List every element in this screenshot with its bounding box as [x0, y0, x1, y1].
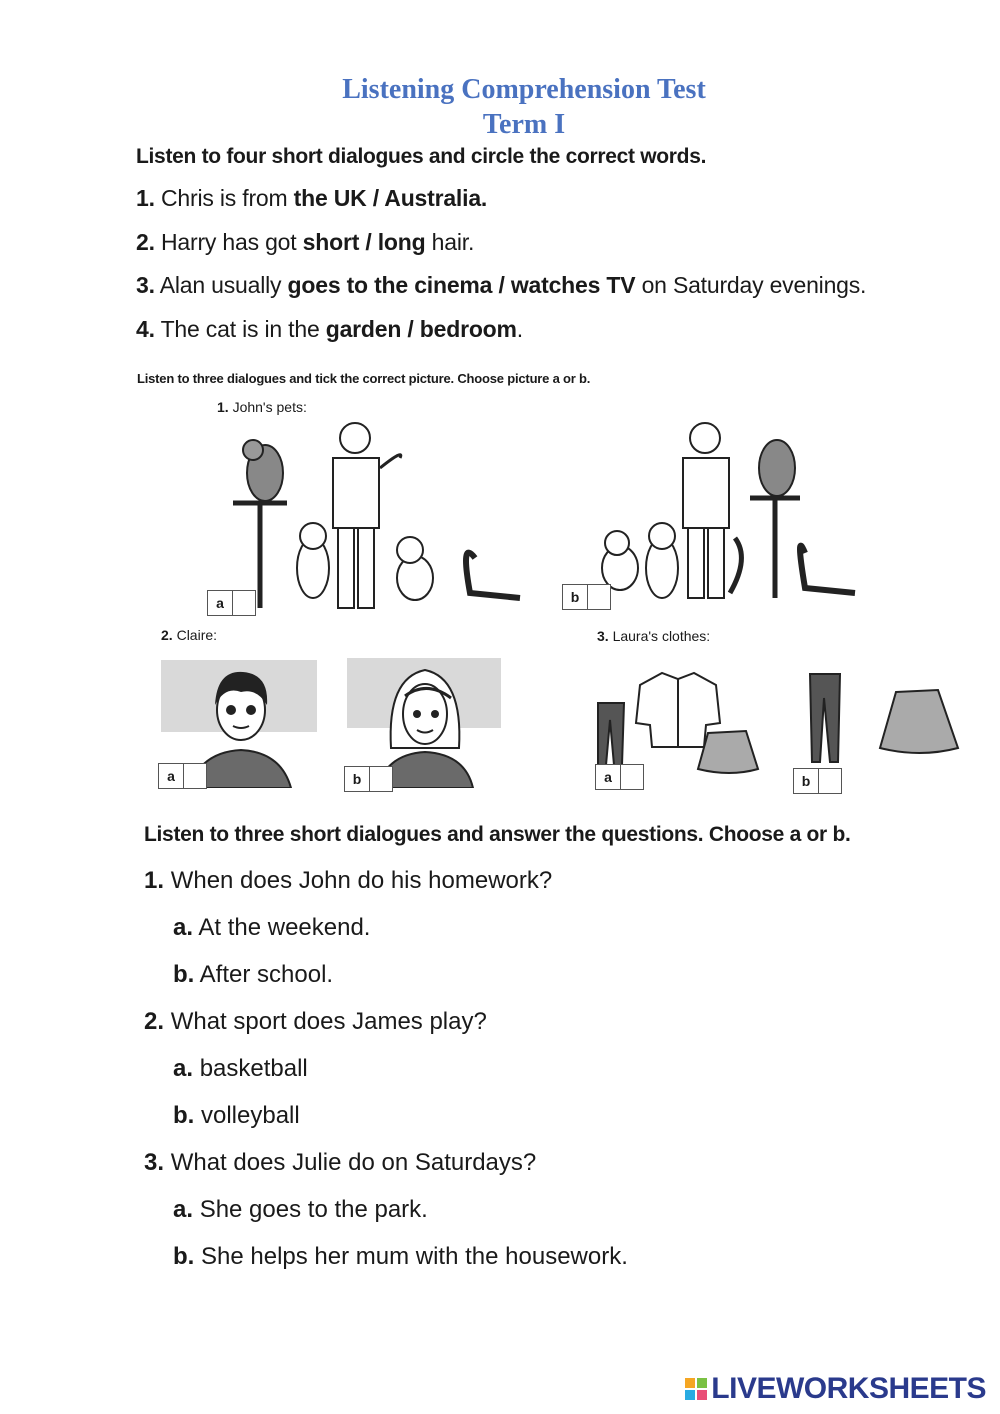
answer-option-a[interactable]: a. basketball [173, 1055, 308, 1082]
q1-label: 1. John's pets: [217, 399, 307, 415]
section3-instruction: Listen to three short dialogues and answer the questions. Choose a or b. [144, 823, 851, 846]
logo-blocks-icon [685, 1378, 707, 1400]
section1-item: 1. Chris is from the UK / Australia. [136, 185, 488, 211]
tickbox-2a[interactable]: a [158, 763, 207, 789]
tickbox-1b[interactable]: b [562, 584, 611, 610]
tickbox-3b[interactable]: b [793, 768, 842, 794]
page-subtitle: Term I [482, 109, 566, 140]
answer-options[interactable]: garden / bedroom [325, 316, 517, 342]
pets-picture-a [205, 418, 535, 618]
tickbox-1a[interactable]: a [207, 590, 256, 616]
answer-option-a[interactable]: a. At the weekend. [173, 914, 371, 941]
section1-item: 4. The cat is in the garden / bedroom. [136, 316, 523, 342]
section1-instruction: Listen to four short dialogues and circle the correct words. [136, 145, 707, 168]
question: 3. What does Julie do on Saturdays? [144, 1149, 537, 1176]
answer-options[interactable]: goes to the cinema / watches TV [287, 272, 636, 298]
section1-item: 2. Harry has got short / long hair. [136, 229, 475, 255]
q2-label: 2. Claire: [161, 627, 218, 643]
tickbox-2b[interactable]: b [344, 766, 393, 792]
clothes-picture-b [800, 668, 962, 768]
answer-option-b[interactable]: b. She helps her mum with the housework. [173, 1243, 628, 1270]
question: 1. When does John do his homework? [144, 867, 553, 894]
answer-options[interactable]: short / long [302, 229, 426, 255]
tickbox-3a[interactable]: a [595, 764, 644, 790]
answer-option-b[interactable]: b. volleyball [173, 1102, 300, 1129]
section2-instruction: Listen to three dialogues and tick the correct picture. Choose picture a or b. [137, 371, 591, 386]
liveworksheets-logo [685, 1372, 986, 1406]
answer-option-a[interactable]: a. She goes to the park. [173, 1196, 428, 1223]
logo-text: LIVEWORKSHEETS [711, 1372, 986, 1405]
page-title: Listening Comprehension Test [342, 74, 706, 105]
section1-item: 3. Alan usually goes to the cinema / watches TV on Saturday evenings. [136, 272, 867, 298]
answer-option-b[interactable]: b. After school. [173, 961, 334, 988]
answer-options[interactable]: the UK / Australia. [293, 185, 488, 211]
q3-label: 3. Laura's clothes: [597, 628, 711, 644]
question: 2. What sport does James play? [144, 1008, 487, 1035]
